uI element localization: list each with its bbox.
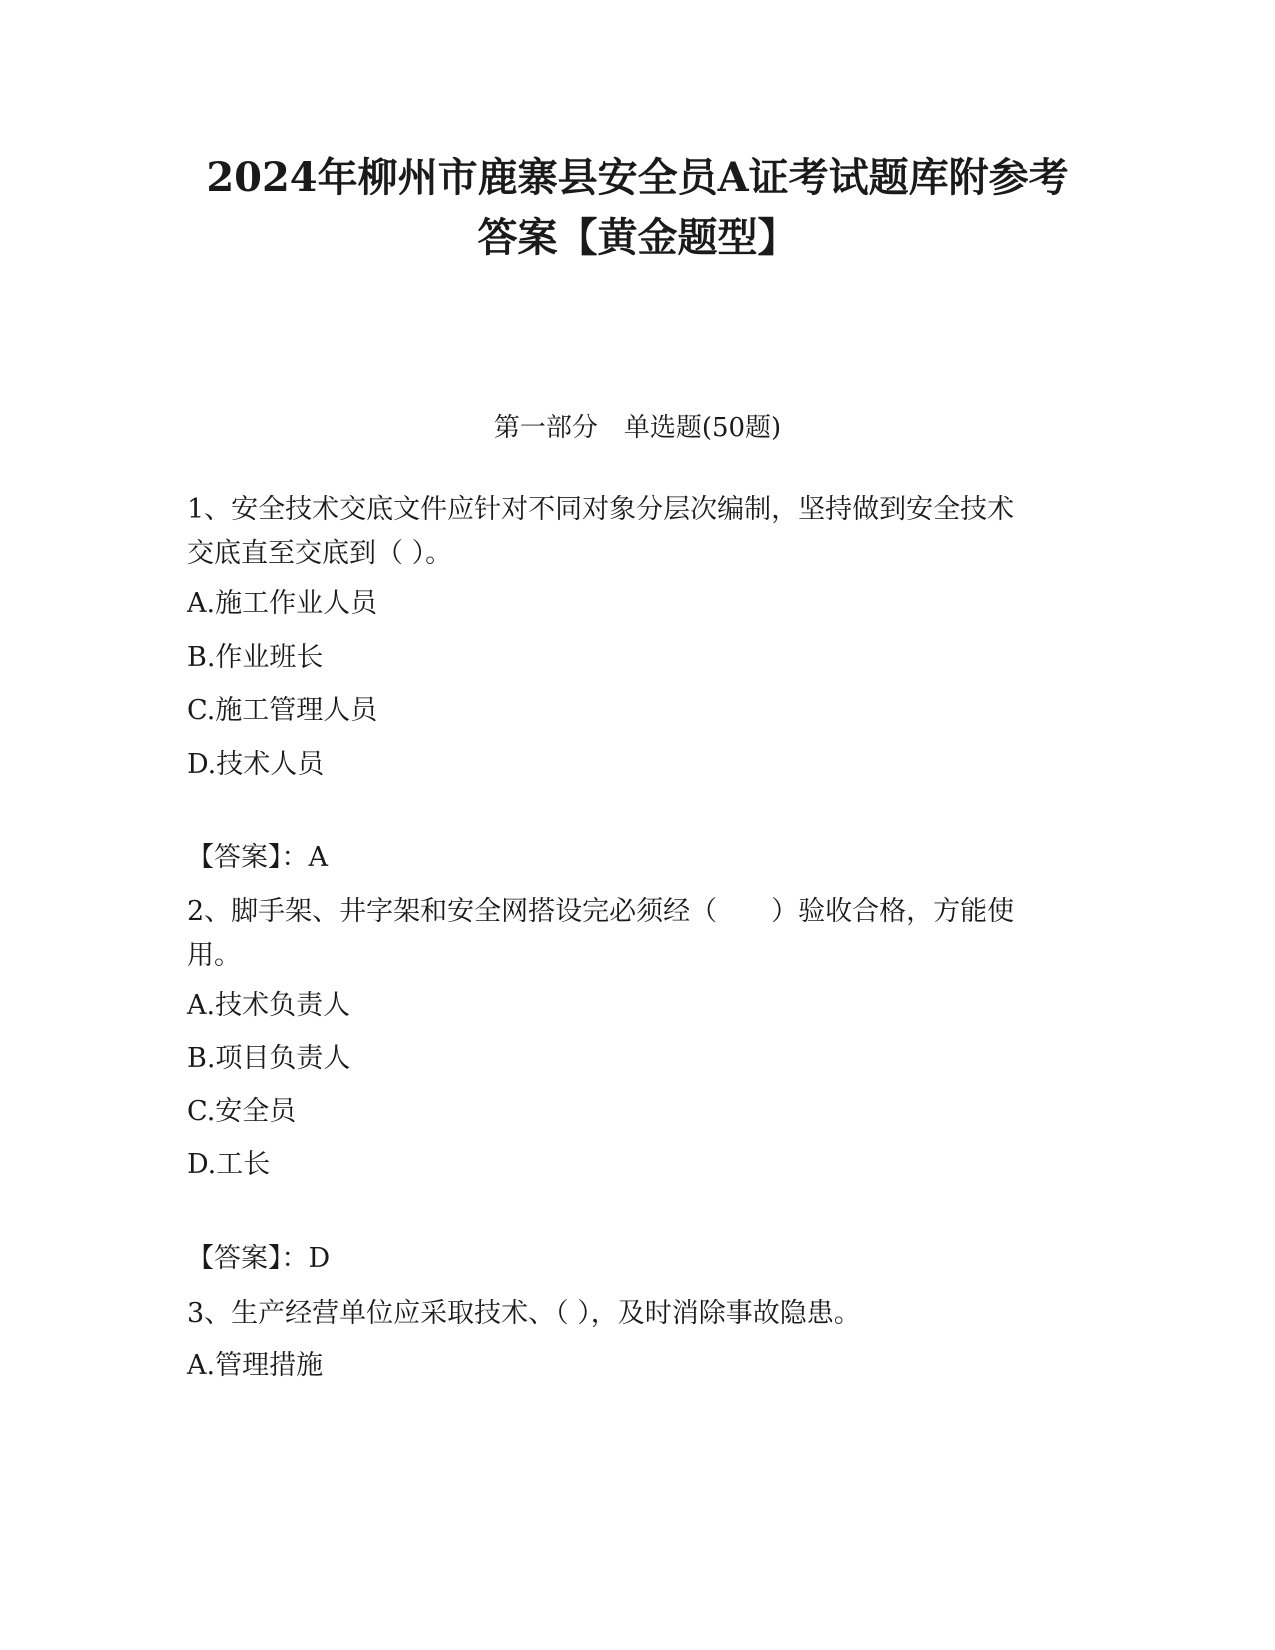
question-2-option-a: A.技术负责人: [187, 990, 351, 1021]
question-2-answer: 【答案】：D: [187, 1243, 331, 1274]
question-1-option-b: B.作业班长: [187, 642, 324, 673]
document-title: [150, 148, 1125, 268]
question-2-stem-line-1: 2、脚手架、井字架和安全网搭设完必须经（ ）验收合格，方能使: [187, 896, 1015, 927]
question-2-option-c: C.安全员: [187, 1096, 297, 1127]
question-2-stem-line-2: 用。: [187, 940, 241, 971]
question-1-stem-line-2: 交底直至交底到（ ）。: [187, 538, 453, 569]
question-2-option-b: B.项目负责人: [187, 1043, 351, 1074]
title-line-2: 答案【黄金题型】: [477, 214, 798, 261]
question-3-option-a: A.管理措施: [187, 1350, 324, 1381]
question-1-option-d: D.技术人员: [187, 749, 325, 780]
question-1-stem: [187, 488, 1087, 576]
section-heading: 第一部分 单选题(50题): [493, 413, 782, 443]
question-1-option-c: C.施工管理人员: [187, 695, 378, 726]
question-2-option-d: D.工长: [187, 1149, 271, 1180]
question-3-stem-line-1: 3、生产经营单位应采取技术、（ ），及时消除事故隐患。: [187, 1298, 861, 1329]
question-1-answer: 【答案】：A: [187, 842, 328, 873]
question-1-stem-line-1: 1、安全技术交底文件应针对不同对象分层次编制，坚持做到安全技术: [187, 494, 1015, 525]
title-line-1: 2024年柳州市鹿寨县安全员A证考试题库附参考: [206, 154, 1069, 201]
question-2-stem: [187, 890, 1087, 978]
question-1-option-a: A.施工作业人员: [187, 588, 378, 619]
question-3-stem: [187, 1292, 1087, 1336]
